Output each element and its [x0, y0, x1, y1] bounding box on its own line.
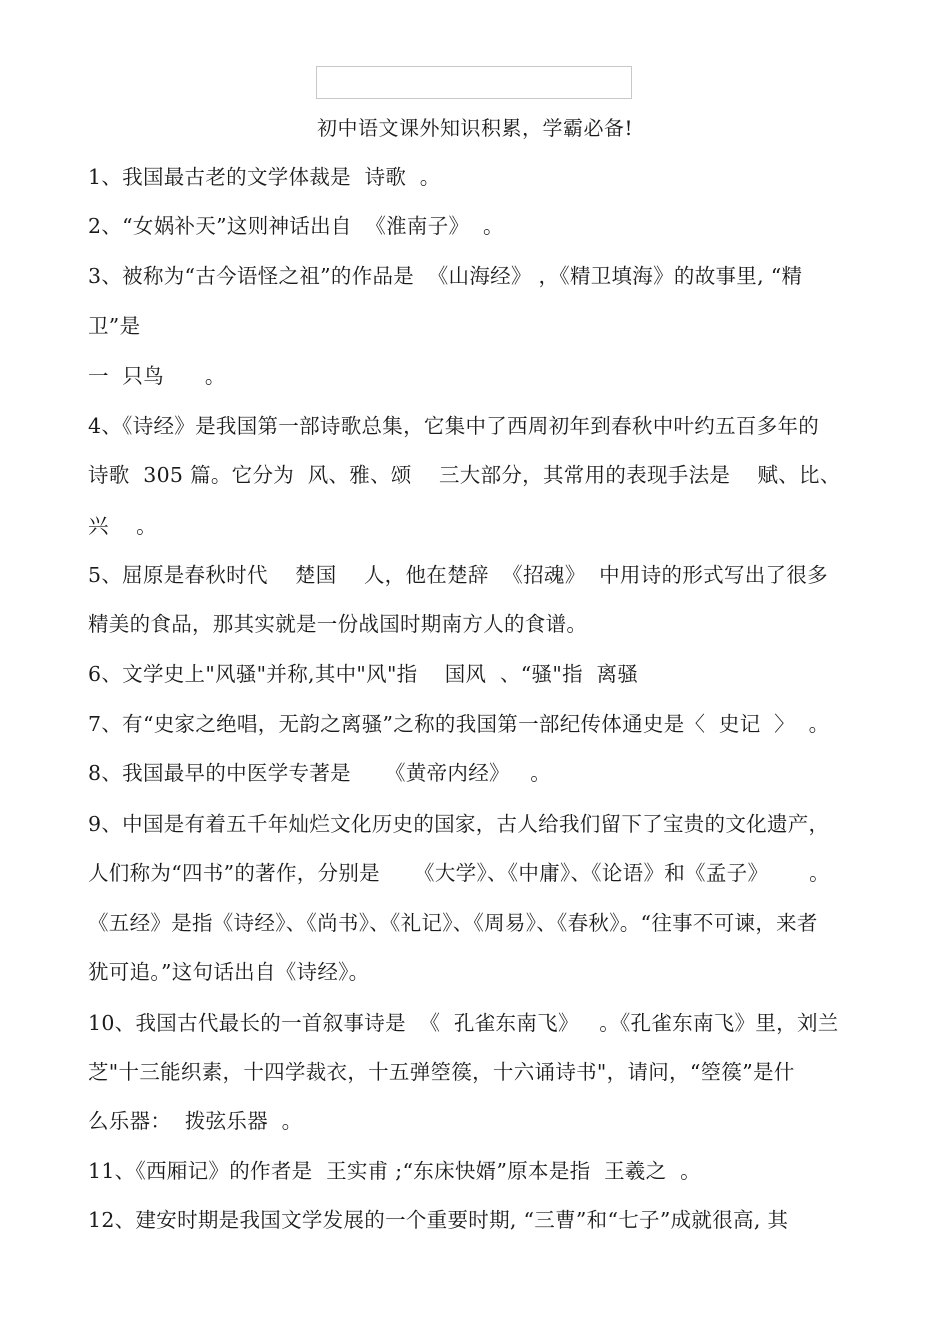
text-line: 卫”是 [88, 314, 141, 338]
text-line: 7、有“史家之绝唱，无韵之离骚”之称的我国第一部纪传体通史是〈 史记 〉 。 [88, 712, 830, 736]
text-line: 11、《西厢记》的作者是 王实甫 ;“东床快婿”原本是指 王羲之 。 [88, 1159, 701, 1183]
text-line: 诗歌 305 篇。它分为 风、雅、颂 三大部分，其常用的表现手法是 赋、比、 [88, 463, 841, 487]
text-line: 2、“女娲补天”这则神话出自 《淮南子》 。 [88, 214, 504, 238]
text-line: 9、中国是有着五千年灿烂文化历史的国家，古人给我们留下了宝贵的文化遗产， [88, 812, 830, 836]
text-line: 精美的食品，那其实就是一份战国时期南方人的食谱。 [88, 612, 588, 636]
text-line: 10、我国古代最长的一首叙事诗是 《 孔雀东南飞》 。《孔雀东南飞》里，刘兰 [88, 1011, 839, 1035]
header-box [316, 66, 632, 99]
text-line: 6、文学史上"风骚"并称,其中"风"指 国风 、“骚"指 离骚 [88, 662, 639, 686]
text-line: 一 只鸟 。 [88, 364, 226, 388]
document-title: 初中语文课外知识积累，学霸必备! [316, 116, 634, 140]
text-line: 5、屈原是春秋时代 楚国 人，他在楚辞 《招魂》 中用诗的形式写出了很多 [88, 563, 828, 587]
text-line: 1、我国最古老的文学体裁是 诗歌 。 [88, 165, 441, 189]
text-line: 8、我国最早的中医学专著是 《黄帝内经》 。 [88, 761, 552, 785]
text-line: 《五经》是指《诗经》、《尚书》、《礼记》、《周易》、《春秋》。“往事不可谏，来者 [88, 911, 818, 935]
text-line: 芝"十三能织素，十四学裁衣，十五弹箜篌，十六诵诗书"，请问，“箜篌”是什 [88, 1060, 795, 1084]
text-line: 人们称为“四书”的著作，分别是 《大学》、《中庸》、《论语》和《孟子》 。 [88, 861, 830, 885]
text-line: 4、《诗经》是我国第一部诗歌总集，它集中了西周初年到春秋中叶约五百多年的 [88, 414, 820, 438]
text-line: 犹可追。”这句话出自《诗经》。 [88, 960, 370, 984]
text-line: 3、被称为“古今语怪之祖”的作品是 《山海经》 ，《精卫填海》的故事里, “精 [88, 264, 803, 288]
text-line: 12、建安时期是我国文学发展的一个重要时期, “三曹”和“七子”成就很高, 其 [88, 1208, 789, 1232]
text-line: 兴 。 [88, 514, 157, 538]
text-line: 么乐器： 拨弦乐器 。 [88, 1109, 303, 1133]
